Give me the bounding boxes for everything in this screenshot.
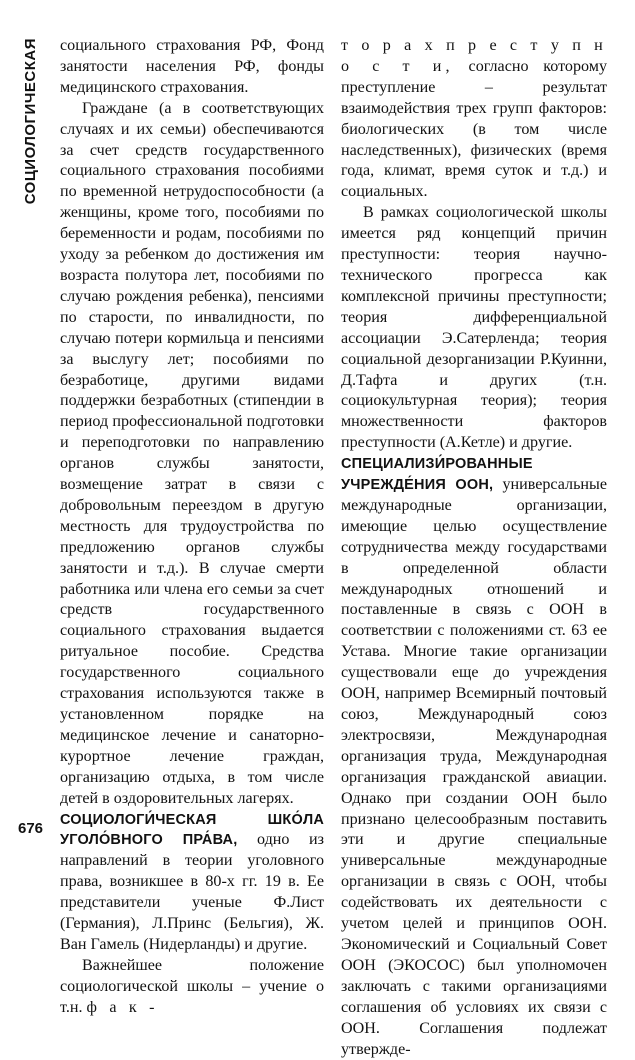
running-header-text: СОЦИОЛОГИЧЕСКАЯ [22, 38, 39, 205]
paragraph-citizens-benefits: Граждане (а в соответствующих случаях и их семьи) обеспечиваются за счет средств государственного социального страхования пособиями по временной нетрудоспособности (а женщины, кроме того, пособиями по беременности и родам, пособиями по уходу за ребенком до достижения им возраста полутора лет, пособиями по случаю рождения ребенка), пенсиями по старости, по инвалидности, по случаю потери кормильца и пенсиями за выслугу лет; пособиями по безработице, другими видами поддержки безработных (стипендии в период профессиональной подготовки и переподготовки по направлению органов службы занятости, возмещение затрат в связи с добровольным переездом в другую местность для трудоустройства по предложению органов службы занятости и т.д.). В случае смерти работника или члена его семьи за счет средств государственного социального страхования выдается ритуальное пособие. Средства государственного социального страхования используются также в установленном порядке на медицинское лечение и санаторно-курортное лечение граждан, организацию отдыха, в том числе детей в оздоровительных лагерях. [60, 99, 324, 807]
entry-sociological-school [60, 810, 324, 956]
entry-term-un-agencies: СПЕЦИАЛИЗИ́РОВАННЫЕ УЧРЕЖДЕ́НИЯ ООН, [341, 456, 533, 494]
paragraph-crime-factors-cont [341, 36, 607, 203]
entry-term-sociological-school: СОЦИОЛОГИ́ЧЕСКАЯ ШКО́ЛА УГОЛО́ВНОГО ПРА́ВА, [60, 811, 324, 849]
spaced-emphasis: ф а к - [86, 998, 159, 1016]
entry-definition-text: универсальные международные организации, имеющие целью осуществление сотрудничества между государствами в определенной области международных отношений и поставленные в связь с ООН в соответствии с положениями ст. 63 ее Устава. Многие такие организации существовали еще до учреждения ООН, например Всемирный почтовый союз, Международный союз электросвязи, Международная организация труда, Международная организация гражданской авиации. Однако при создании ООН было признано целесообразным поставить эти и другие специальные универсальные международные организации в связь с ООН, чтобы содействовать их деятельности с учетом целей и принципов ООН. Экономический и Социальный Совет ООН (ЭКОСОС) был уполномочен заключать с такими организациями соглашения об условиях их связи с ООН. Соглашения подлежат утвержде- [341, 476, 607, 1058]
entry-definition-text: одно из направлений в теории уголовного права, возникшее в 80-х гг. 19 в. Ее представители ученые Ф.Лист (Германия), Л.Принс (Бельгия), Ж. Ван Гамель (Нидерланды) и другие. [60, 831, 324, 953]
paragraph-social-insurance-end: социального страхования РФ, Фонд занятости населения РФ, фонды медицинского страхования. [60, 37, 324, 96]
running-header [22, 38, 44, 268]
paragraph-text: Важнейшее положение социологической школы – учение о т.н. [60, 956, 324, 1016]
right-column [341, 36, 607, 1060]
spaced-emphasis: т о р а х п р е с т у п н о с т и, [341, 37, 607, 75]
page-number: 676 [18, 820, 44, 837]
left-column [60, 36, 324, 1019]
entry-un-specialized-agencies [341, 454, 607, 1060]
paragraph-text: согласно которому преступление – результат взаимодействия трех групп факторов: биологических (в том числе наследственных), физических (время года, климат, время суток и т.д.) и социальных. [341, 57, 607, 201]
paragraph-crime-theories: В рамках социологической школы имеется ряд концепций причин преступности: теория научно-технического прогресса как комплексной причины преступности; теория дифференциальной ассоциации Э.Сатерленда; теория социальной дезорганизации Р.Куинни, Д.Тафта и других (т.н. социокультурная теория); теория множественности факторов преступности (А.Кетле) и другие. [341, 204, 607, 452]
paragraph-crime-factors-start [60, 956, 324, 1019]
